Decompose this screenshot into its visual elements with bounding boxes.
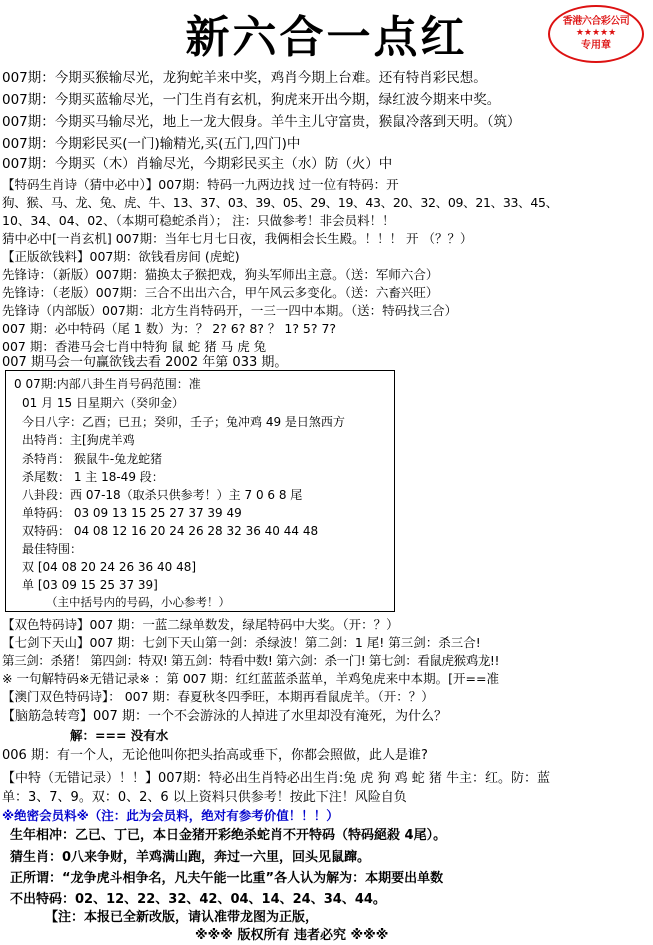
- text-line: 猜生肖：0八来争财，羊鸡满山跑，奔过一六里，回头见鼠蹿。: [10, 850, 371, 865]
- box-line: 单特码： 03 09 13 15 25 27 37 39 49: [22, 506, 242, 520]
- text-line: 【七剑下天山】007 期：七剑下天山第一剑：杀绿波！第二剑：1 尾! 第三剑：杀三合!: [2, 635, 481, 650]
- text-line: ※※※ 版权所有 违者必究 ※※※: [195, 928, 389, 943]
- text-line: 猜中必中[一肖玄机] 007期：当年七月七日夜，我俩相会长生殿。！！！ 开 （？？）: [2, 231, 473, 246]
- box-line: （主中括号内的号码，小心参考！）: [46, 595, 230, 609]
- box-line: 最佳特围：: [22, 542, 83, 556]
- text-line: 解：=== 没有水: [70, 728, 169, 743]
- text-line: 第三剑：杀猪！ 第四剑：特双! 第五剑：特看中数! 第六剑：杀一门! 第七剑：看鼠虎猴鸡龙!!: [2, 653, 500, 668]
- text-line: 【澳门双色特码诗】： 007 期：春夏秋冬四季旺，本期再看鼠虎羊。（开：？）: [2, 689, 434, 704]
- box-line: 杀特肖： 猴鼠牛-兔龙蛇猪: [22, 452, 163, 466]
- text-line: 先锋诗：（新版）007期：猫换太子猴把戏，狗头军师出主意。（送：军师六合）: [2, 267, 439, 282]
- box-line: 0 07期:内部八卦生肖号码范围：准: [14, 377, 201, 391]
- text-line: 【双色特码诗】007 期：一蓝二绿单数发，绿尾特码中大奖。（开：？）: [2, 617, 399, 632]
- text-line: 007 期：必中特码（尾 1 数）为：？ 2? 6? 8? ？ 1? 5? 7?: [2, 321, 337, 336]
- page-title: 新六合一点红: [185, 12, 468, 63]
- box-line: 双特码： 04 08 12 16 20 24 26 28 32 36 40 44 48: [22, 524, 319, 538]
- text-line: 007 期：香港马会七肖中特狗 鼠 蛇 猪 马 虎 兔: [2, 339, 267, 354]
- text-line: 007期：今期彩民买(一门)输精光,买(五门,四门)中: [2, 136, 301, 152]
- text-line: 先锋诗（内部版）007期：北方生肖特码开，一三一四中本期。（送：特码找三合）: [2, 303, 458, 318]
- text-line: 不出特码：02、12、22、32、42、04、14、24、34、44。: [10, 892, 386, 907]
- seal-stars: ★★★★★: [575, 28, 617, 38]
- text-line: 先锋诗：（老版）007期：三合不出出六合，甲午风云多变化。（送：六畜兴旺）: [2, 285, 439, 300]
- text-line: 007 期马会一句赢欲钱去看 2002 年第 033 期。: [2, 355, 288, 370]
- bagua-range-box: [5, 370, 395, 612]
- text-line: 【中特（无错记录）！！】007期：特必出生肖特必出生肖:兔 虎 狗 鸡 蛇 猪 牛主：红。防：蓝: [2, 771, 550, 786]
- text-line: 006 期：有一个人，无论他叫你把头抬高或垂下，你都会照做，此人是谁?: [2, 748, 428, 763]
- text-line: 【注：本报已全新改版，请认准带龙图为正版，: [45, 910, 319, 925]
- text-line: 【特码生肖诗（猜中必中）】007期：特码一九两边找 过一位有特码：开: [2, 177, 399, 192]
- text-line: 007期：今期买蓝输尽光，一门生肖有玄机，狗虎来开出今期，绿红波今期来中奖。: [2, 92, 501, 108]
- box-line: 杀尾数： 1 主 18-49 段：: [22, 470, 164, 484]
- text-line: 【正版欲钱料】007期：欲钱看房间 (虎蛇): [2, 249, 240, 264]
- text-line: 007期：今期买猴输尽光，龙狗蛇羊来中奖，鸡肖今期上台难。还有特肖彩民想。: [2, 70, 487, 86]
- official-seal: [548, 5, 644, 63]
- text-line: 【脑筋急转弯】007 期：一个不会游泳的人掉进了水里却没有淹死，为什么？: [2, 709, 447, 724]
- box-line: 双 [04 08 20 24 26 36 40 48]: [22, 560, 197, 574]
- box-line: 出特肖：主[狗虎羊鸡: [22, 433, 135, 447]
- text-line: ※ 一句解特码※无错记录※ ：第 007 期：红红蓝蓝杀蓝单，羊鸡兔虎来中本期。[开==准: [2, 671, 499, 686]
- seal-top-text: 香港六合彩公司: [562, 16, 630, 27]
- text-line: 10、34、04、02、（本期可稳蛇杀肖）； 注：只做参考！非会员料！！: [2, 213, 395, 228]
- text-line: 单：3、7、9。双：0、2、6 以上资料只供参考！按此下注！风险自负: [2, 790, 407, 805]
- text-line: 狗、猴、马、龙、兔、虎、牛、13、37、03、39、05、29、19、43、20、32、09、21、33、45、: [2, 195, 558, 210]
- text-line: ※绝密会员料※（注：此为会员料，绝对有参考价值！！！）: [2, 808, 339, 823]
- text-line: 生年相冲：乙已、丁已，本日金猪开彩绝杀蛇肖不开特码（特码絕殺 4尾）。: [10, 828, 447, 843]
- text-line: 007期：今期买（木）肖输尽光，今期彩民买主（水）防（火）中: [2, 156, 393, 172]
- box-line: 单 [03 09 15 25 37 39]: [22, 578, 158, 592]
- text-line: 正所谓：“龙争虎斗相争名，凡夫午能一比重”各人认为解为：本期要出单数: [10, 871, 444, 886]
- seal-bottom-text: 专用章: [581, 40, 611, 51]
- text-line: 007期：今期买马输尽光，地上一龙大假身。羊牛主儿守富贵，猴鼠冷落到天明。（筑）: [2, 114, 521, 130]
- box-line: 八卦段：西 07-18（取杀只供参考！）主 7 0 6 8 尾: [22, 488, 303, 502]
- box-line: 今日八字：乙酉；已丑；癸卯，壬子；兔冲鸡 49 是日煞西方: [22, 415, 345, 429]
- box-line: 01 月 15 日星期六（癸卯金）: [22, 396, 184, 410]
